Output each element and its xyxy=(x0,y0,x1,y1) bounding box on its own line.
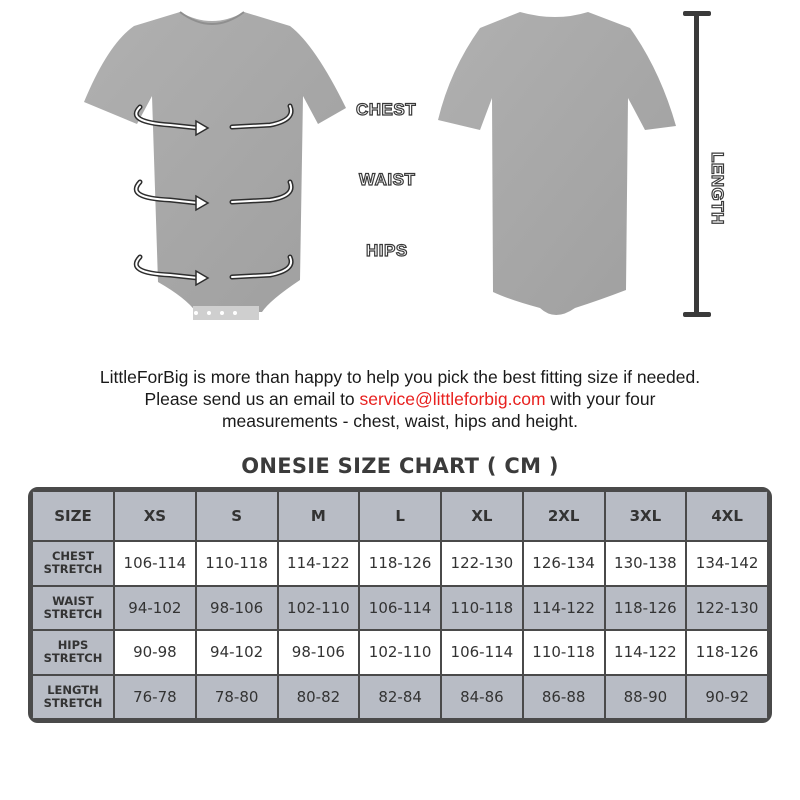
table-row-chest xyxy=(32,541,768,586)
header-cell: M xyxy=(278,491,360,541)
header-cell: 3XL xyxy=(605,491,687,541)
intro-text xyxy=(0,366,800,432)
intro-line-2-before: Please send us an email to xyxy=(144,389,360,409)
table-cell: 106-114 xyxy=(441,630,523,675)
intro-line-2-after: with your four xyxy=(545,389,656,409)
table-cell: 98-106 xyxy=(196,586,278,631)
row-label-line2: STRETCH xyxy=(43,606,103,621)
header-cell: SIZE xyxy=(32,491,114,541)
waist-label: WAIST xyxy=(359,170,416,189)
email-link[interactable]: service@littleforbig.com xyxy=(359,389,546,409)
table-cell: 110-118 xyxy=(441,586,523,631)
table-cell: 106-114 xyxy=(114,541,196,586)
size-illustration xyxy=(0,0,800,340)
header-cell: 4XL xyxy=(686,491,768,541)
table-cell: 88-90 xyxy=(605,675,687,720)
table-cell: 134-142 xyxy=(686,541,768,586)
front-onesie xyxy=(84,12,346,320)
table-cell: 90-92 xyxy=(686,675,768,720)
table-row-length xyxy=(32,675,768,720)
row-label-line1: WAIST xyxy=(52,593,94,608)
intro-line-2 xyxy=(0,388,800,410)
table-cell: 86-88 xyxy=(523,675,605,720)
table-cell: 130-138 xyxy=(605,541,687,586)
intro-line-3: measurements - chest, waist, hips and height. xyxy=(221,411,578,431)
length-label: LENGTH xyxy=(708,152,727,225)
row-label-line1: LENGTH xyxy=(47,682,99,697)
table-cell: 110-118 xyxy=(523,630,605,675)
hips-label: HIPS xyxy=(366,241,408,260)
table-row-hips xyxy=(32,630,768,675)
row-label-line2: STRETCH xyxy=(43,562,103,577)
table-cell: 90-98 xyxy=(114,630,196,675)
back-onesie xyxy=(438,12,676,315)
table-cell: 126-134 xyxy=(523,541,605,586)
table-cell: 114-122 xyxy=(605,630,687,675)
table-cell: 94-102 xyxy=(196,630,278,675)
table-cell: 76-78 xyxy=(114,675,196,720)
row-label-line1: CHEST xyxy=(51,549,95,564)
table-cell: 118-126 xyxy=(686,630,768,675)
table-cell: 118-126 xyxy=(359,541,441,586)
header-cell: 2XL xyxy=(523,491,605,541)
table-cell: 122-130 xyxy=(686,586,768,631)
table-cell: 114-122 xyxy=(523,586,605,631)
row-label-line2: STRETCH xyxy=(43,695,103,710)
row-label xyxy=(32,630,114,675)
table-cell: 122-130 xyxy=(441,541,523,586)
table-cell: 98-106 xyxy=(278,630,360,675)
row-label-line1: HIPS xyxy=(57,638,89,653)
table-cell: 102-110 xyxy=(359,630,441,675)
table-header-row xyxy=(32,491,768,541)
table-cell: 84-86 xyxy=(441,675,523,720)
table-row-waist xyxy=(32,586,768,631)
chart-title: ONESIE SIZE CHART ( CM ) xyxy=(241,454,559,478)
table-cell: 114-122 xyxy=(278,541,360,586)
table-cell: 78-80 xyxy=(196,675,278,720)
intro-line-1: LittleForBig is more than happy to help you pick the best fitting size if needed. xyxy=(99,367,701,387)
header-cell: XS xyxy=(114,491,196,541)
row-label xyxy=(32,541,114,586)
table-cell: 118-126 xyxy=(605,586,687,631)
header-cell: L xyxy=(359,491,441,541)
table-cell: 82-84 xyxy=(359,675,441,720)
table-cell: 106-114 xyxy=(359,586,441,631)
row-label xyxy=(32,675,114,720)
table-cell: 102-110 xyxy=(278,586,360,631)
table-cell: 94-102 xyxy=(114,586,196,631)
row-label xyxy=(32,586,114,631)
row-label-line2: STRETCH xyxy=(43,651,103,666)
chest-label: CHEST xyxy=(356,100,417,119)
header-cell: S xyxy=(196,491,278,541)
table-cell: 110-118 xyxy=(196,541,278,586)
size-chart-table xyxy=(28,487,772,723)
header-cell: XL xyxy=(441,491,523,541)
table-cell: 80-82 xyxy=(278,675,360,720)
